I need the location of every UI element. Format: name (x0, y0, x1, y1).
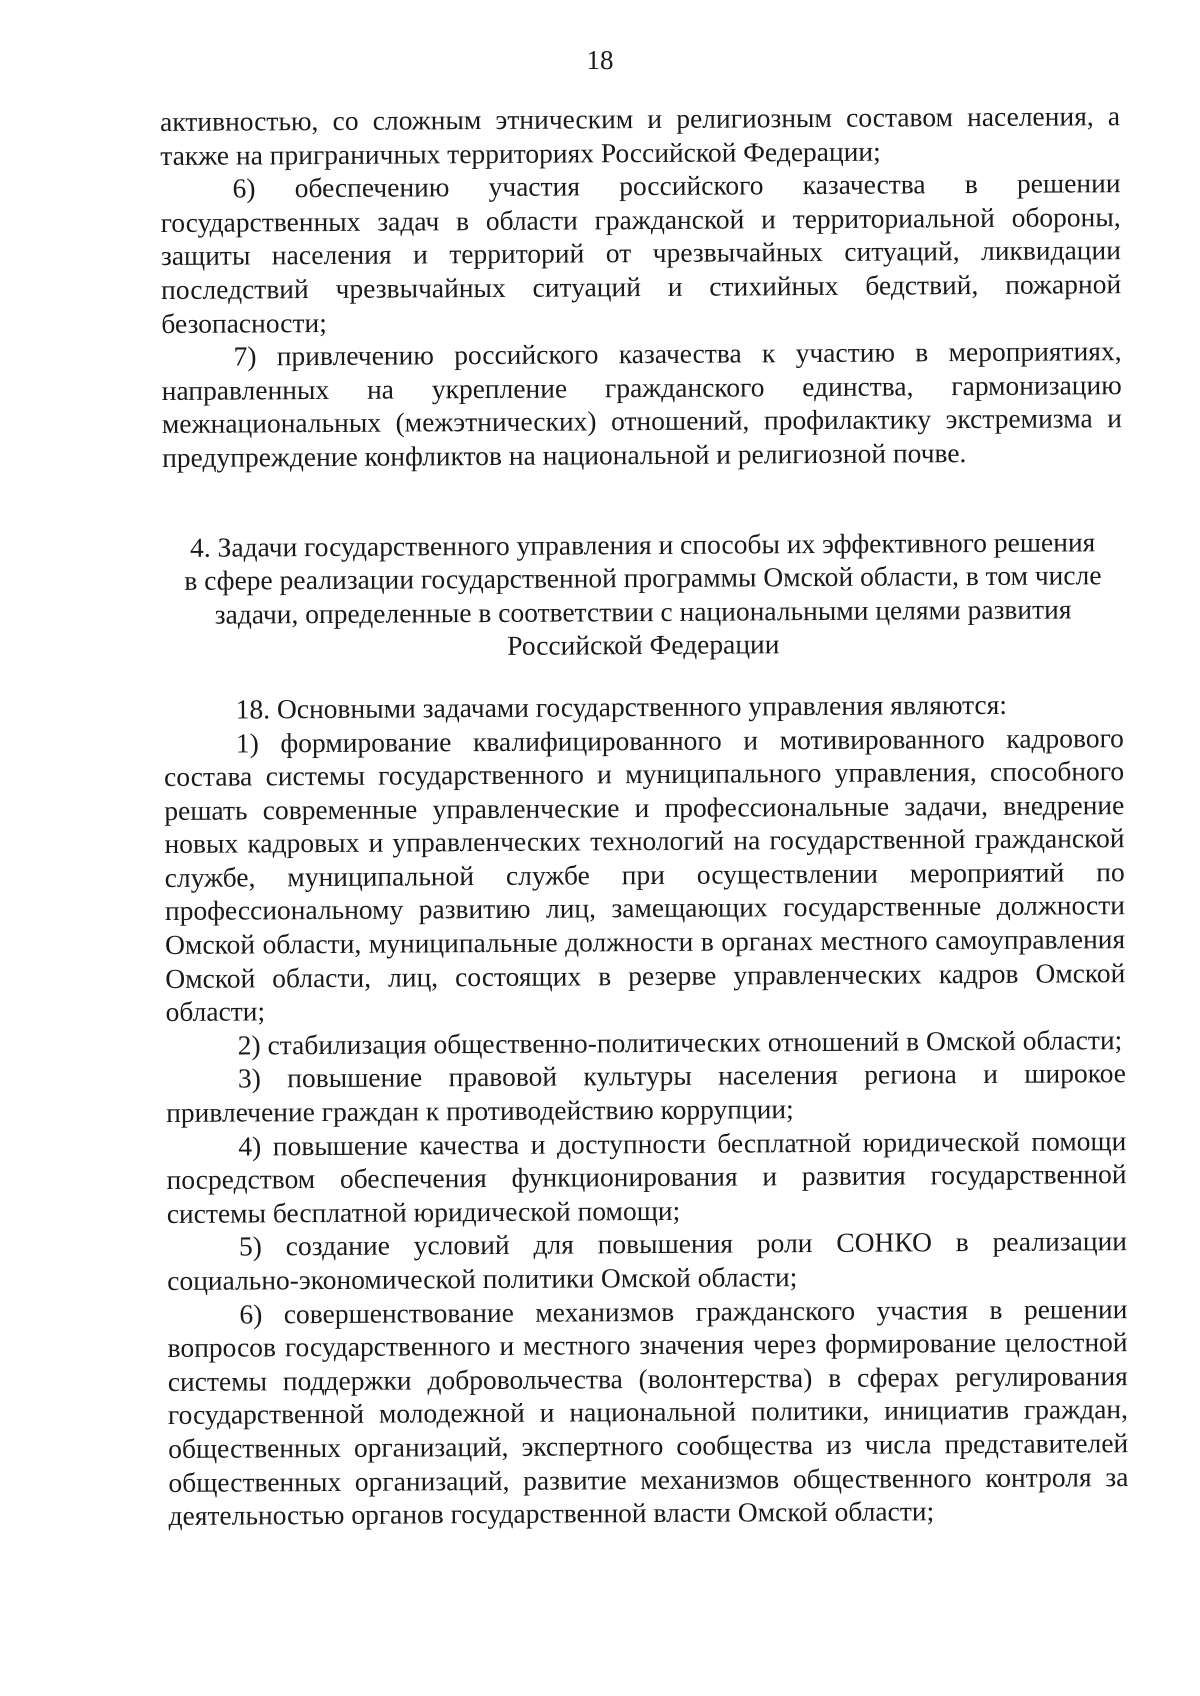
paragraph-item-7-cossacks: 7) привлечению российского казачества к участию в мероприятиях, направленных на укрепление гражданского единства, гармонизацию межнациональных (межэтнических) отношений, профилактику экстремизма и предупреждение конфликтов на национальной и религиозной почве. (161, 335, 1123, 473)
paragraph-task-5: 5) создание условий для повышения роли СОНКО в реализации социально-экономической политики Омской области; (167, 1225, 1128, 1296)
page-number: 18 (586, 45, 614, 75)
paragraph-task-1: 1) формирование квалифицированного и мотивированного кадрового состава системы государственного и муниципального управления, способного решать современные управленческие и профессиональные задачи, внедрение новых кадровых и управленческих технологий на государственной гражданской службе, муниципальной службе при осуществлении мероприятий по профессиональному развитию лиц, замещающих государственные должности Омской области, муниципальные должности в органах местного самоуправления Омской области, лиц, состоящих в резерве управленческих кадров Омской области; (164, 721, 1126, 1028)
section-heading (163, 525, 1124, 665)
paragraph-18-intro: 18. Основными задачами государственного управления являются: (235, 688, 1008, 725)
section-heading-line: задачи, определенные в соответствии с национальными целями развития (214, 593, 1072, 630)
paragraph-continuation: активностью, со сложным этническим и религиозным составом населения, а также на приграничных территориях Российской Федерации; (160, 100, 1121, 171)
document-body (160, 99, 1129, 1533)
section-heading-line: Российской Федерации (507, 628, 780, 662)
section-heading-line: 4. Задачи государственного управления и способы их эффективного решения (190, 525, 1096, 563)
paragraph-task-6: 6) совершенствование механизмов гражданского участия в решении вопросов государственного и местного значения через формирование целостной системы поддержки добровольчества (волонтерства) в сферах регулирования государственной молодежной и национальной политики, инициатив граждан, общественных организаций, экспертного сообщества из числа представителей общественных организаций, развитие механизмов общественного контроля за деятельностью органов государственной власти Омской области; (167, 1292, 1129, 1532)
paragraph-task-3: 3) повышение правовой культуры населения региона и широкое привлечение граждан к противодействию коррупции; (166, 1057, 1127, 1129)
paragraph-task-2: 2) стабилизация общественно-политических отношений в Омской области; (237, 1023, 1123, 1061)
paragraph-task-4: 4) повышение качества и доступности бесплатной юридической помощи посредством обеспечения функционирования и развития государственной системы бесплатной юридической помощи; (166, 1124, 1127, 1229)
section-heading-line: в сфере реализации государственной программы Омской области, в том числе (184, 559, 1102, 596)
paragraph-item-6-cossacks: 6) обеспечению участия российского казачества в решении государственных задач в области гражданской и территориальной обороны, защиты населения и территорий от чрезвычайных ситуаций, ликвидации последствий чрезвычайных ситуаций и стихийных бедствий, пожарной безопасности; (160, 167, 1122, 339)
